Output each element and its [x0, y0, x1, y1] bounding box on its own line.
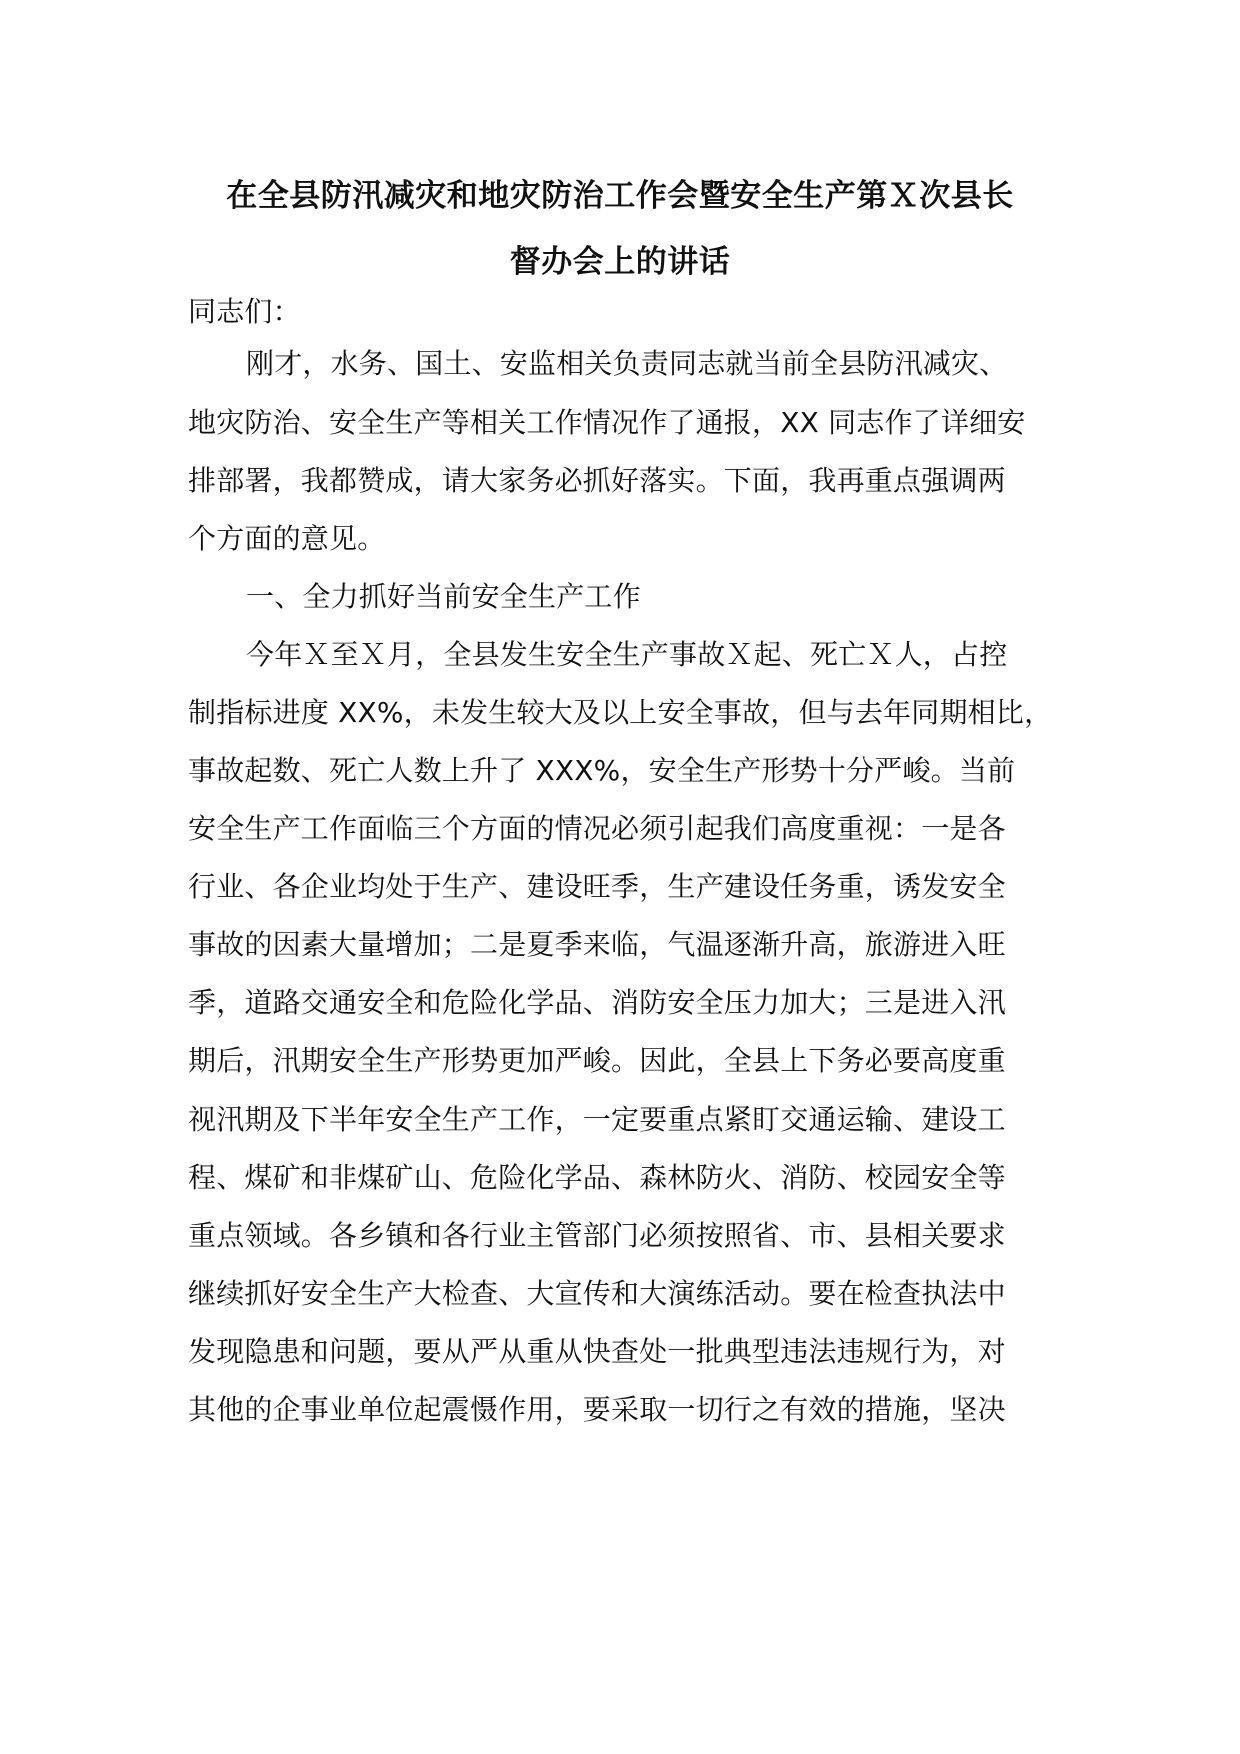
paragraph-1-line-4: 个方面的意见。 [188, 522, 386, 555]
paragraph-2-line-9: 视汛期及下半年安全生产工作，一定要重点紧盯交通运输、建设工 [188, 1103, 1006, 1136]
paragraph-1-line-3: 排部署，我都赞成，请大家务必抓好落实。下面，我再重点强调两 [188, 464, 1006, 497]
paragraph-2-line-3: 事故起数、死亡人数上升了 XXX%，安全生产形势十分严峻。当前 [188, 754, 1016, 787]
paragraph-2-line-13: 发现隐患和问题，要从严从重从快查处一批典型违法违规行为，对 [188, 1335, 1006, 1368]
paragraph-1-line-1: 刚才，水务、国土、安监相关负责同志就当前全县防汛减灾、 [246, 347, 1008, 380]
paragraph-1-line-2: 地灾防治、安全生产等相关工作情况作了通报，XX 同志作了详细安 [188, 406, 1026, 439]
document-title-line-1: 在全县防汛减灾和地灾防治工作会暨安全生产第Ｘ次县长 [226, 178, 1014, 214]
paragraph-2-line-7: 季，道路交通安全和危险化学品、消防安全压力加大；三是进入汛 [188, 986, 1006, 1019]
paragraph-2-line-11: 重点领域。各乡镇和各行业主管部门必须按照省、市、县相关要求 [188, 1219, 1006, 1252]
paragraph-2-line-14: 其他的企事业单位起震慑作用，要采取一切行之有效的措施，坚决 [188, 1393, 1006, 1426]
paragraph-2-line-10: 程、煤矿和非煤矿山、危险化学品、森林防火、消防、校园安全等 [188, 1161, 1006, 1194]
salutation: 同志们： [188, 295, 301, 328]
document-title-line-2: 督办会上的讲话 [509, 244, 731, 280]
paragraph-2-line-1: 今年Ｘ至Ｘ月，全县发生安全生产事故Ｘ起、死亡Ｘ人，占控 [246, 638, 1008, 671]
section-1-heading: 一、全力抓好当前安全生产工作 [246, 580, 641, 613]
paragraph-2-line-2: 制指标进度 XX%，未发生较大及以上安全事故，但与去年同期相比， [188, 696, 1053, 729]
paragraph-2-line-4: 安全生产工作面临三个方面的情况必须引起我们高度重视：一是各 [188, 812, 1006, 845]
paragraph-2-line-8: 期后，汛期安全生产形势更加严峻。因此，全县上下务必要高度重 [188, 1044, 1006, 1077]
paragraph-2-line-5: 行业、各企业均处于生产、建设旺季，生产建设任务重，诱发安全 [188, 870, 1006, 903]
paragraph-2-line-6: 事故的因素大量增加；二是夏季来临，气温逐渐升高，旅游进入旺 [188, 928, 1006, 961]
paragraph-2-line-12: 继续抓好安全生产大检查、大宣传和大演练活动。要在检查执法中 [188, 1277, 1006, 1310]
